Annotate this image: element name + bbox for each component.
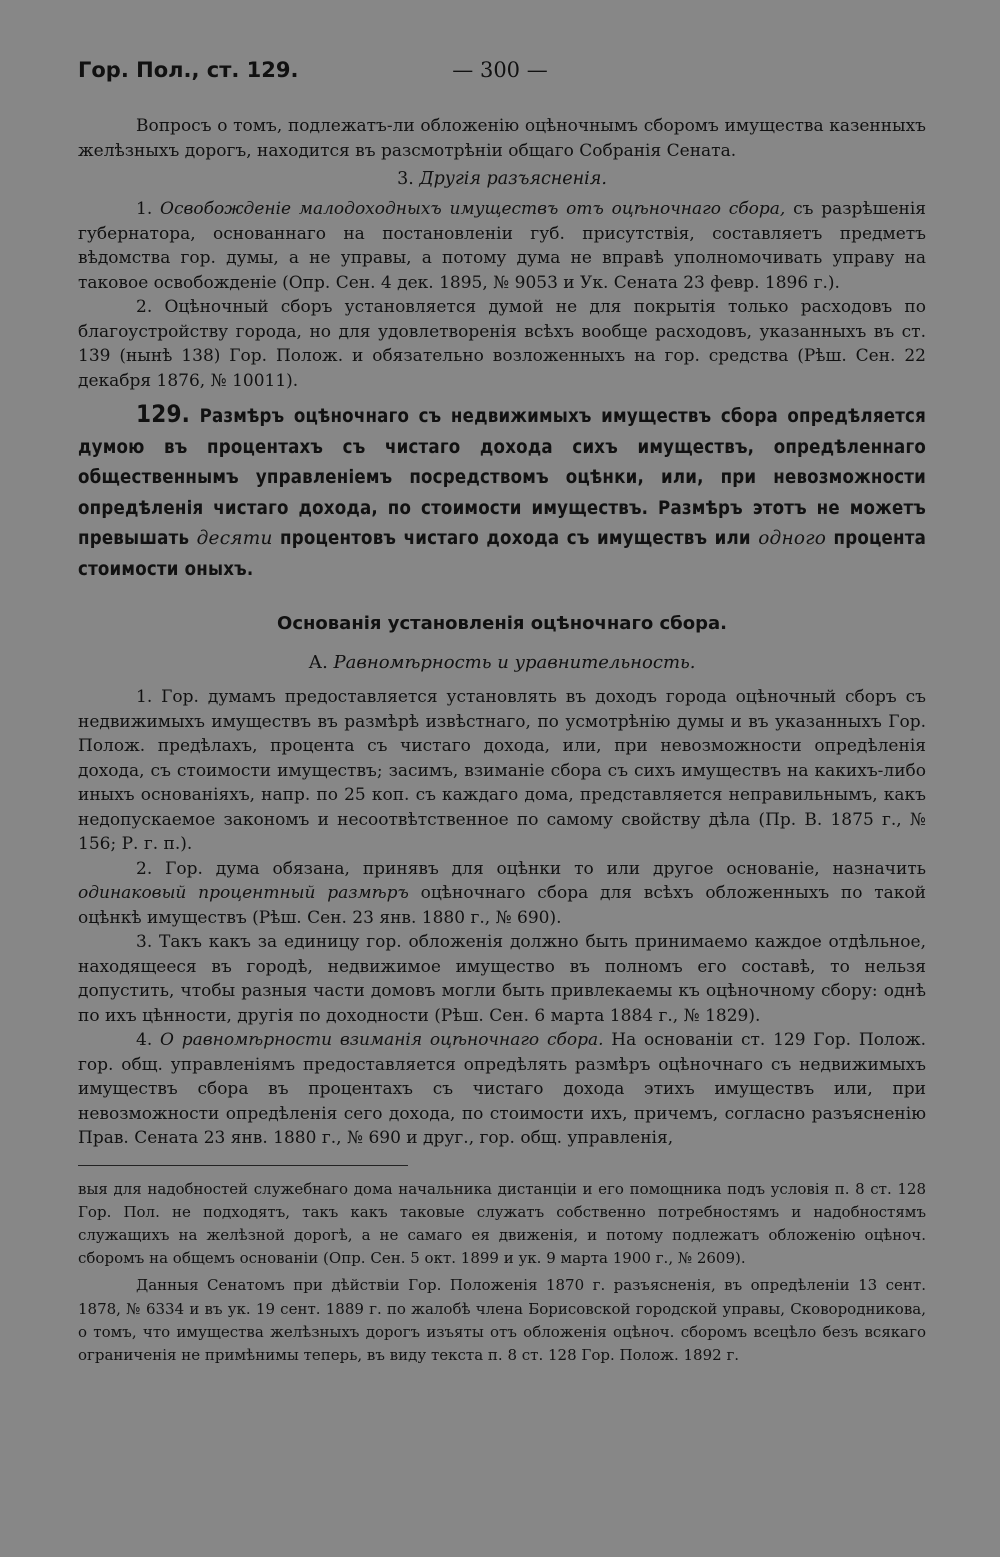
article-text-2: процентовъ чистаго дохода съ имуществъ или [272, 528, 759, 549]
footnote-divider [78, 1165, 408, 1166]
paragraph-text: Гор. думамъ предоставляется установлять въ доходъ города оцѣночный сборъ съ недвижимыхъ имуществъ въ размѣрѣ извѣстнаго, по усмотрѣнію думы и въ указанныхъ Гор. Полож. предѣлахъ, процента съ чистаго дохода, или, при невозможности опредѣленія дохода, съ стоимости имуществъ; засимъ, взиманіе сбора съ сихъ имуществъ на какихъ-либо иныхъ основаніяхъ, напр. по 25 коп. съ каждаго дома, представляется неправильнымъ, какъ недопускаемое закономъ и несоотвѣтственное по самому свойству дѣла (Пр. В. 1875 г., № 156; Р. г. п.). [78, 687, 926, 854]
paragraph-4 [78, 1028, 926, 1151]
article-italic-1: десяти [196, 528, 273, 549]
subsection-letter: А. [308, 652, 328, 673]
paragraph-text: оцѣночнаго сбора для всѣхъ обложенныхъ по такой оцѣнкѣ имуществъ (Рѣш. Сен. 23 янв. 1880 г., № 690). [78, 883, 927, 928]
paragraph-italic: О равномѣрности взиманія оцѣночнаго сбора. [160, 1030, 604, 1050]
paragraph-number: 1. [136, 687, 153, 707]
paragraph-number: 3. [136, 932, 153, 952]
running-head: Гор. Пол., ст. 129. [78, 58, 299, 82]
footnote-continuation: выя для надобностей служебнаго дома начальника дистанціи и его помощника подъ условія п. 8 ст. 128 Гор. Пол. не подходятъ, такъ какъ таковые служатъ собственно потребностямъ и надобностямъ служащихъ на желѣзной дорогѣ, а не самаго ея движенія, и потому подлежатъ обложенію оцѣноч. сборомъ на общемъ основаніи (Опр. Сен. 5 окт. 1899 и ук. 9 марта 1900 г., № 2609). [78, 1179, 926, 1268]
section-3-title: Другія разъясненія. [419, 169, 607, 189]
paragraph-text: Гор. дума обязана, принявъ для оцѣнки то или другое основаніе, назначить [152, 858, 926, 879]
article-129 [78, 399, 926, 585]
section-3-number: 3. [397, 169, 414, 189]
section-heading: Основанія установленія оцѣночнаго сбора. [277, 613, 727, 634]
paragraph-text: Такъ какъ за единицу гор. обложенія должно быть принимаемо каждое отдѣльное, находящееся въ городѣ, недвижимое имущество въ полномъ его составѣ, то нельзя допустить, чтобы разныя части домовъ могли быть привлекаемы къ оцѣночному сбору: однѣ по ихъ цѣнности, другія по доходности (Рѣш. Сен. 6 марта 1884 г., № 1829). [78, 932, 926, 1026]
article-number: 129. [136, 400, 191, 428]
paragraph-1 [78, 685, 926, 857]
item-text: съ разрѣшенія губернатора, основаннаго на постановленіи губ. присутствія, составляетъ предметъ вѣдомства гор. думы, а не управы, а потому дума не вправѣ уполномочивать управу на таковое освобожденіе (Опр. Сен. 4 дек. 1895, № 9053 и Ук. Сената 23 февр. 1896 г.). [78, 199, 926, 293]
main-text [78, 114, 926, 1367]
footnote-paragraph: Данныя Сенатомъ при дѣйствіи Гор. Положенія 1870 г. разъясненія, въ опредѣленіи 13 сент. 1878, № 6334 и въ ук. 19 сент. 1889 г. по жалобѣ члена Борисовской городской управы, Сковородникова, о томъ, что имущества желѣзныхъ дорогъ изъяты отъ обложенія оцѣноч. сборомъ всецѣло безъ всякаго ограниченія не примѣнимы теперь, въ виду текста п. 8 ст. 128 Гор. Полож. 1892 г. [78, 1276, 926, 1364]
intro-paragraph: Вопросъ о томъ, подлежатъ-ли обложенію оцѣночнымъ сборомъ имущества казенныхъ желѣзныхъ дорогъ, находится въ разсмотрѣніи общаго Собранія Сената. [78, 116, 926, 161]
paragraph-2 [78, 857, 926, 931]
paragraph-3 [78, 930, 926, 1028]
section-3-item-1 [78, 197, 926, 295]
subsection-heading [78, 652, 926, 673]
paragraph-number: 4. [136, 1030, 153, 1050]
item-text: Оцѣночный сборъ установляется думой не для покрытія только расходовъ по благоустройству города, но для удовлетворенія всѣхъ вообще расходовъ, указанныхъ въ ст. 139 (нынѣ 138) Гор. Полож. и обязательно возложенныхъ на гор. средства (Рѣш. Сен. 22 декабря 1876, № 10011). [78, 297, 926, 391]
paragraph-italic: одинаковый процентный размѣръ [78, 883, 409, 903]
paragraph-text: На основаніи ст. 129 Гор. Полож. гор. общ. управленіямъ предоставляется опредѣлять размѣръ оцѣночнаго съ недвижимыхъ имуществъ сбора въ процентахъ съ чистаго дохода этихъ имуществъ или, при невозможности опредѣленія сего дохода, по стоимости ихъ, причемъ, согласно разъясненію Прав. Сената 23 янв. 1880 г., № 690 и друг., гор. общ. управленія, [78, 1030, 927, 1148]
item-number: 1. [136, 199, 153, 219]
article-text-1: Размѣръ оцѣночнаго съ недвижимыхъ имуществъ сбора опредѣляется думою въ процентахъ съ чистаго дохода сихъ имуществъ, опредѣленнаго общественнымъ управленіемъ посредствомъ оцѣнки, или, при невозможности опредѣленія чистаго дохода, по стоимости имуществъ. Размѣръ этотъ не можетъ превышать [78, 406, 926, 549]
page-number: — 300 — [452, 58, 548, 82]
section-3-heading [78, 165, 926, 193]
paragraph-number: 2. [136, 858, 153, 879]
article-italic-2: одного [758, 528, 827, 549]
subsection-title: Равномѣрность и уравнительность. [333, 652, 696, 673]
item-italic: Освобожденіе малодоходныхъ имуществъ отъ оцѣночнаго сбора, [160, 199, 786, 219]
section-3-item-2 [78, 295, 926, 393]
item-number: 2. [136, 297, 153, 317]
article-text-3: процента стоимости оныхъ. [78, 528, 927, 580]
page-header [78, 58, 922, 88]
